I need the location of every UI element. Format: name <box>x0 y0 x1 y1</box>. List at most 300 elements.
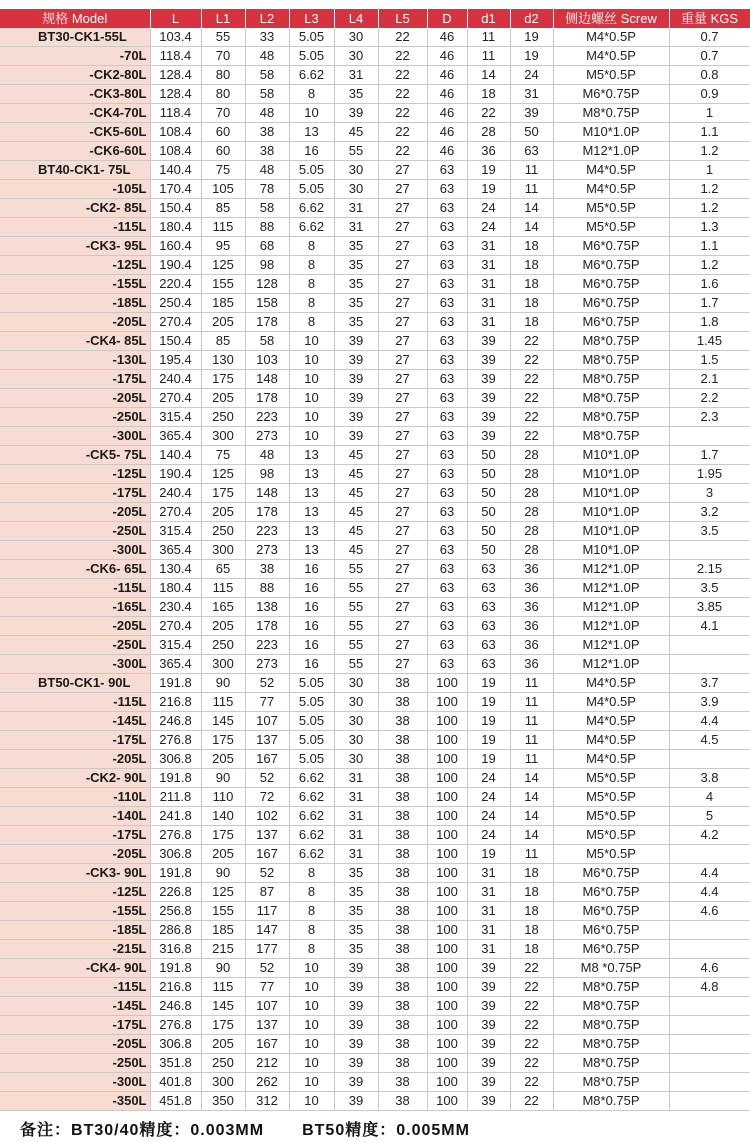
cell-weight <box>669 997 750 1016</box>
cell-l5: 38 <box>378 1054 427 1073</box>
cell-screw: M8*0.75P <box>553 332 669 351</box>
cell-d1: 63 <box>467 636 510 655</box>
cell-screw: M6*0.75P <box>553 237 669 256</box>
cell-d: 63 <box>427 313 467 332</box>
cell-l3: 8 <box>289 256 334 275</box>
cell-d2: 18 <box>510 902 553 921</box>
cell-weight: 4.5 <box>669 731 750 750</box>
cell-l3: 10 <box>289 959 334 978</box>
cell-d1: 39 <box>467 959 510 978</box>
cell-l: 246.8 <box>150 712 201 731</box>
cell-l3: 8 <box>289 313 334 332</box>
cell-l4: 39 <box>334 997 378 1016</box>
cell-d2: 22 <box>510 389 553 408</box>
cell-model: -70L <box>0 47 150 66</box>
cell-screw: M6*0.75P <box>553 256 669 275</box>
cell-l1: 140 <box>201 807 245 826</box>
cell-screw: M8*0.75P <box>553 1073 669 1092</box>
cell-screw: M8*0.75P <box>553 389 669 408</box>
cell-l1: 145 <box>201 997 245 1016</box>
cell-l3: 5.05 <box>289 712 334 731</box>
cell-l3: 10 <box>289 370 334 389</box>
cell-d1: 24 <box>467 769 510 788</box>
header-row <box>0 9 750 28</box>
cell-d: 100 <box>427 807 467 826</box>
cell-l1: 300 <box>201 1073 245 1092</box>
cell-d: 63 <box>427 560 467 579</box>
cell-model: -115L <box>0 978 150 997</box>
cell-weight <box>669 750 750 769</box>
cell-l2: 33 <box>245 28 289 47</box>
cell-l: 401.8 <box>150 1073 201 1092</box>
cell-l3: 8 <box>289 275 334 294</box>
cell-d: 63 <box>427 484 467 503</box>
table-row <box>0 1035 750 1054</box>
cell-l3: 10 <box>289 1073 334 1092</box>
cell-d: 100 <box>427 959 467 978</box>
cell-d2: 28 <box>510 465 553 484</box>
cell-model: -CK2- 85L <box>0 199 150 218</box>
cell-l5: 38 <box>378 959 427 978</box>
table-row <box>0 275 750 294</box>
cell-l1: 165 <box>201 598 245 617</box>
cell-l1: 175 <box>201 484 245 503</box>
table-row <box>0 66 750 85</box>
cell-l2: 178 <box>245 313 289 332</box>
cell-l: 118.4 <box>150 104 201 123</box>
cell-l5: 38 <box>378 712 427 731</box>
cell-d: 63 <box>427 503 467 522</box>
cell-l5: 27 <box>378 465 427 484</box>
cell-l: 191.8 <box>150 674 201 693</box>
cell-screw: M12*1.0P <box>553 579 669 598</box>
cell-d2: 18 <box>510 313 553 332</box>
cell-screw: M6*0.75P <box>553 864 669 883</box>
cell-l5: 38 <box>378 1073 427 1092</box>
column-header-l4: L4 <box>334 9 378 28</box>
cell-d2: 14 <box>510 218 553 237</box>
cell-d1: 11 <box>467 47 510 66</box>
cell-l4: 39 <box>334 1035 378 1054</box>
cell-d: 63 <box>427 161 467 180</box>
table-row <box>0 788 750 807</box>
table-row <box>0 598 750 617</box>
cell-l: 270.4 <box>150 313 201 332</box>
cell-weight <box>669 1054 750 1073</box>
cell-l4: 39 <box>334 959 378 978</box>
cell-l4: 30 <box>334 731 378 750</box>
cell-l2: 178 <box>245 617 289 636</box>
cell-model: -300L <box>0 427 150 446</box>
cell-l2: 107 <box>245 712 289 731</box>
cell-model: -CK4- 85L <box>0 332 150 351</box>
cell-d2: 18 <box>510 940 553 959</box>
cell-d1: 31 <box>467 256 510 275</box>
cell-weight: 1.1 <box>669 237 750 256</box>
cell-l3: 8 <box>289 85 334 104</box>
cell-l: 103.4 <box>150 28 201 47</box>
cell-d1: 31 <box>467 940 510 959</box>
cell-l4: 35 <box>334 883 378 902</box>
cell-l3: 10 <box>289 997 334 1016</box>
cell-l4: 35 <box>334 237 378 256</box>
cell-l4: 45 <box>334 123 378 142</box>
cell-l4: 39 <box>334 389 378 408</box>
column-header-screw: 侧边螺丝 Screw <box>553 9 669 28</box>
cell-l: 108.4 <box>150 123 201 142</box>
cell-weight: 3.8 <box>669 769 750 788</box>
cell-l: 140.4 <box>150 161 201 180</box>
cell-model: -165L <box>0 598 150 617</box>
cell-d1: 39 <box>467 427 510 446</box>
cell-d2: 18 <box>510 275 553 294</box>
cell-l3: 6.62 <box>289 66 334 85</box>
cell-l4: 31 <box>334 66 378 85</box>
cell-model: -185L <box>0 921 150 940</box>
cell-d1: 39 <box>467 978 510 997</box>
cell-l2: 38 <box>245 142 289 161</box>
cell-d1: 39 <box>467 1035 510 1054</box>
table-row <box>0 47 750 66</box>
cell-l2: 77 <box>245 978 289 997</box>
cell-weight: 1 <box>669 161 750 180</box>
cell-l3: 5.05 <box>289 750 334 769</box>
cell-model: -350L <box>0 1092 150 1111</box>
cell-screw: M6*0.75P <box>553 294 669 313</box>
cell-d1: 31 <box>467 313 510 332</box>
cell-l4: 39 <box>334 104 378 123</box>
cell-screw: M4*0.5P <box>553 47 669 66</box>
cell-weight: 1.1 <box>669 123 750 142</box>
cell-l5: 27 <box>378 180 427 199</box>
cell-model: -250L <box>0 522 150 541</box>
cell-l5: 22 <box>378 104 427 123</box>
cell-d2: 22 <box>510 1073 553 1092</box>
cell-l2: 137 <box>245 826 289 845</box>
table-row <box>0 294 750 313</box>
column-header-l3: L3 <box>289 9 334 28</box>
cell-weight: 1.7 <box>669 294 750 313</box>
cell-l2: 167 <box>245 1035 289 1054</box>
cell-l1: 250 <box>201 408 245 427</box>
cell-weight <box>669 541 750 560</box>
cell-d1: 63 <box>467 655 510 674</box>
cell-l: 306.8 <box>150 1035 201 1054</box>
cell-d: 63 <box>427 218 467 237</box>
cell-l3: 10 <box>289 978 334 997</box>
table-row <box>0 655 750 674</box>
cell-l3: 13 <box>289 541 334 560</box>
cell-d: 46 <box>427 47 467 66</box>
cell-screw: M6*0.75P <box>553 883 669 902</box>
cell-l4: 30 <box>334 47 378 66</box>
cell-weight: 3.85 <box>669 598 750 617</box>
cell-l3: 5.05 <box>289 180 334 199</box>
cell-model: -130L <box>0 351 150 370</box>
cell-l: 451.8 <box>150 1092 201 1111</box>
cell-d2: 22 <box>510 1016 553 1035</box>
cell-l3: 10 <box>289 389 334 408</box>
cell-d1: 31 <box>467 921 510 940</box>
cell-l1: 185 <box>201 294 245 313</box>
cell-d2: 11 <box>510 161 553 180</box>
cell-screw: M10*1.0P <box>553 522 669 541</box>
cell-d: 100 <box>427 902 467 921</box>
cell-l: 226.8 <box>150 883 201 902</box>
column-header-d: D <box>427 9 467 28</box>
cell-l3: 10 <box>289 408 334 427</box>
cell-l1: 105 <box>201 180 245 199</box>
cell-l1: 185 <box>201 921 245 940</box>
cell-l: 128.4 <box>150 66 201 85</box>
cell-l5: 38 <box>378 997 427 1016</box>
cell-d2: 22 <box>510 408 553 427</box>
cell-screw: M4*0.5P <box>553 674 669 693</box>
cell-screw: M5*0.5P <box>553 66 669 85</box>
cell-d2: 31 <box>510 85 553 104</box>
cell-d1: 19 <box>467 712 510 731</box>
cell-d1: 31 <box>467 902 510 921</box>
cell-screw: M5*0.5P <box>553 199 669 218</box>
column-header-d2: d2 <box>510 9 553 28</box>
cell-l1: 125 <box>201 256 245 275</box>
cell-weight: 1.7 <box>669 446 750 465</box>
cell-l5: 38 <box>378 1035 427 1054</box>
cell-d: 63 <box>427 332 467 351</box>
cell-l: 150.4 <box>150 332 201 351</box>
cell-d2: 22 <box>510 370 553 389</box>
cell-l1: 90 <box>201 769 245 788</box>
cell-screw: M10*1.0P <box>553 541 669 560</box>
cell-l3: 8 <box>289 294 334 313</box>
cell-l1: 130 <box>201 351 245 370</box>
cell-l: 180.4 <box>150 218 201 237</box>
cell-l3: 16 <box>289 598 334 617</box>
cell-weight <box>669 636 750 655</box>
cell-l5: 22 <box>378 66 427 85</box>
cell-l5: 27 <box>378 617 427 636</box>
cell-d: 100 <box>427 788 467 807</box>
cell-l3: 13 <box>289 446 334 465</box>
table-row <box>0 199 750 218</box>
cell-d: 100 <box>427 769 467 788</box>
cell-l5: 22 <box>378 142 427 161</box>
cell-l4: 39 <box>334 1092 378 1111</box>
cell-d1: 28 <box>467 123 510 142</box>
cell-l4: 35 <box>334 902 378 921</box>
cell-screw: M6*0.75P <box>553 275 669 294</box>
cell-d: 46 <box>427 28 467 47</box>
cell-d2: 11 <box>510 731 553 750</box>
cell-l5: 22 <box>378 85 427 104</box>
cell-model: -CK5- 75L <box>0 446 150 465</box>
cell-weight: 3.2 <box>669 503 750 522</box>
table-row <box>0 161 750 180</box>
cell-l2: 117 <box>245 902 289 921</box>
cell-model: -CK2- 90L <box>0 769 150 788</box>
cell-model: BT50-CK1- 90L <box>0 674 150 693</box>
cell-l4: 45 <box>334 484 378 503</box>
cell-l5: 38 <box>378 788 427 807</box>
cell-model: -105L <box>0 180 150 199</box>
cell-l: 230.4 <box>150 598 201 617</box>
cell-l5: 38 <box>378 978 427 997</box>
cell-l5: 27 <box>378 522 427 541</box>
table-row <box>0 712 750 731</box>
cell-d2: 14 <box>510 788 553 807</box>
cell-d1: 39 <box>467 1092 510 1111</box>
cell-weight: 4.1 <box>669 617 750 636</box>
cell-l1: 250 <box>201 522 245 541</box>
cell-l5: 38 <box>378 883 427 902</box>
cell-l4: 30 <box>334 750 378 769</box>
cell-d1: 50 <box>467 541 510 560</box>
table-row <box>0 256 750 275</box>
cell-d1: 19 <box>467 693 510 712</box>
cell-d: 100 <box>427 978 467 997</box>
cell-screw: M4*0.5P <box>553 161 669 180</box>
cell-d: 63 <box>427 617 467 636</box>
cell-d2: 14 <box>510 826 553 845</box>
cell-d: 46 <box>427 123 467 142</box>
cell-d: 100 <box>427 750 467 769</box>
cell-l2: 52 <box>245 769 289 788</box>
cell-model: -125L <box>0 465 150 484</box>
cell-d2: 11 <box>510 674 553 693</box>
cell-l2: 48 <box>245 104 289 123</box>
cell-model: -CK2-80L <box>0 66 150 85</box>
cell-model: -115L <box>0 579 150 598</box>
cell-l: 250.4 <box>150 294 201 313</box>
cell-screw: M8*0.75P <box>553 370 669 389</box>
cell-model: -205L <box>0 750 150 769</box>
cell-l1: 85 <box>201 199 245 218</box>
cell-d: 63 <box>427 408 467 427</box>
cell-weight: 1.2 <box>669 180 750 199</box>
cell-l3: 6.62 <box>289 845 334 864</box>
cell-l4: 39 <box>334 1016 378 1035</box>
cell-l4: 35 <box>334 921 378 940</box>
cell-screw: M6*0.75P <box>553 902 669 921</box>
cell-l4: 39 <box>334 351 378 370</box>
cell-d1: 39 <box>467 351 510 370</box>
cell-l1: 175 <box>201 370 245 389</box>
cell-l5: 27 <box>378 332 427 351</box>
cell-l4: 31 <box>334 199 378 218</box>
cell-l1: 205 <box>201 503 245 522</box>
cell-l4: 31 <box>334 769 378 788</box>
cell-d: 100 <box>427 731 467 750</box>
cell-d1: 50 <box>467 522 510 541</box>
cell-weight: 4.8 <box>669 978 750 997</box>
cell-l2: 88 <box>245 218 289 237</box>
cell-l: 351.8 <box>150 1054 201 1073</box>
cell-l4: 39 <box>334 332 378 351</box>
cell-l5: 27 <box>378 579 427 598</box>
cell-weight: 1.3 <box>669 218 750 237</box>
cell-l2: 128 <box>245 275 289 294</box>
cell-d2: 18 <box>510 883 553 902</box>
cell-d2: 22 <box>510 1054 553 1073</box>
cell-l2: 107 <box>245 997 289 1016</box>
cell-l5: 27 <box>378 313 427 332</box>
cell-weight <box>669 921 750 940</box>
cell-l1: 155 <box>201 902 245 921</box>
cell-l: 190.4 <box>150 256 201 275</box>
cell-d1: 39 <box>467 1073 510 1092</box>
table-row <box>0 560 750 579</box>
cell-l2: 178 <box>245 389 289 408</box>
cell-screw: M5*0.5P <box>553 845 669 864</box>
table-row <box>0 123 750 142</box>
cell-l2: 148 <box>245 484 289 503</box>
cell-l2: 77 <box>245 693 289 712</box>
cell-l4: 30 <box>334 693 378 712</box>
cell-l3: 16 <box>289 560 334 579</box>
table-row <box>0 1016 750 1035</box>
cell-d2: 28 <box>510 484 553 503</box>
cell-model: BT40-CK1- 75L <box>0 161 150 180</box>
table-row <box>0 218 750 237</box>
cell-weight: 4.2 <box>669 826 750 845</box>
cell-l3: 5.05 <box>289 28 334 47</box>
table-row <box>0 180 750 199</box>
cell-l2: 262 <box>245 1073 289 1092</box>
cell-d: 63 <box>427 294 467 313</box>
cell-l1: 115 <box>201 579 245 598</box>
footnote-bt30-40-precision: BT30/40精度：0.003MM <box>71 1122 265 1139</box>
cell-l5: 38 <box>378 674 427 693</box>
cell-l4: 35 <box>334 256 378 275</box>
cell-model: -250L <box>0 636 150 655</box>
cell-screw: M8*0.75P <box>553 104 669 123</box>
cell-screw: M4*0.5P <box>553 693 669 712</box>
cell-screw: M6*0.75P <box>553 940 669 959</box>
cell-weight: 1.8 <box>669 313 750 332</box>
cell-weight: 1.2 <box>669 199 750 218</box>
cell-d2: 14 <box>510 807 553 826</box>
cell-weight: 1.45 <box>669 332 750 351</box>
cell-l5: 27 <box>378 446 427 465</box>
cell-weight: 4.4 <box>669 712 750 731</box>
cell-d2: 36 <box>510 636 553 655</box>
cell-l3: 13 <box>289 522 334 541</box>
cell-d1: 36 <box>467 142 510 161</box>
cell-screw: M10*1.0P <box>553 123 669 142</box>
cell-d2: 11 <box>510 180 553 199</box>
cell-l3: 13 <box>289 503 334 522</box>
cell-d1: 63 <box>467 617 510 636</box>
cell-l: 241.8 <box>150 807 201 826</box>
cell-weight: 4.6 <box>669 902 750 921</box>
cell-weight: 1.5 <box>669 351 750 370</box>
cell-l1: 70 <box>201 47 245 66</box>
cell-l3: 8 <box>289 883 334 902</box>
table-row <box>0 731 750 750</box>
cell-weight: 1.6 <box>669 275 750 294</box>
table-row <box>0 503 750 522</box>
cell-d: 63 <box>427 427 467 446</box>
cell-d2: 39 <box>510 104 553 123</box>
cell-d1: 39 <box>467 997 510 1016</box>
cell-l1: 205 <box>201 313 245 332</box>
cell-l4: 55 <box>334 560 378 579</box>
cell-d2: 18 <box>510 256 553 275</box>
cell-l4: 55 <box>334 636 378 655</box>
cell-d1: 39 <box>467 370 510 389</box>
table-row <box>0 579 750 598</box>
cell-model: -175L <box>0 731 150 750</box>
